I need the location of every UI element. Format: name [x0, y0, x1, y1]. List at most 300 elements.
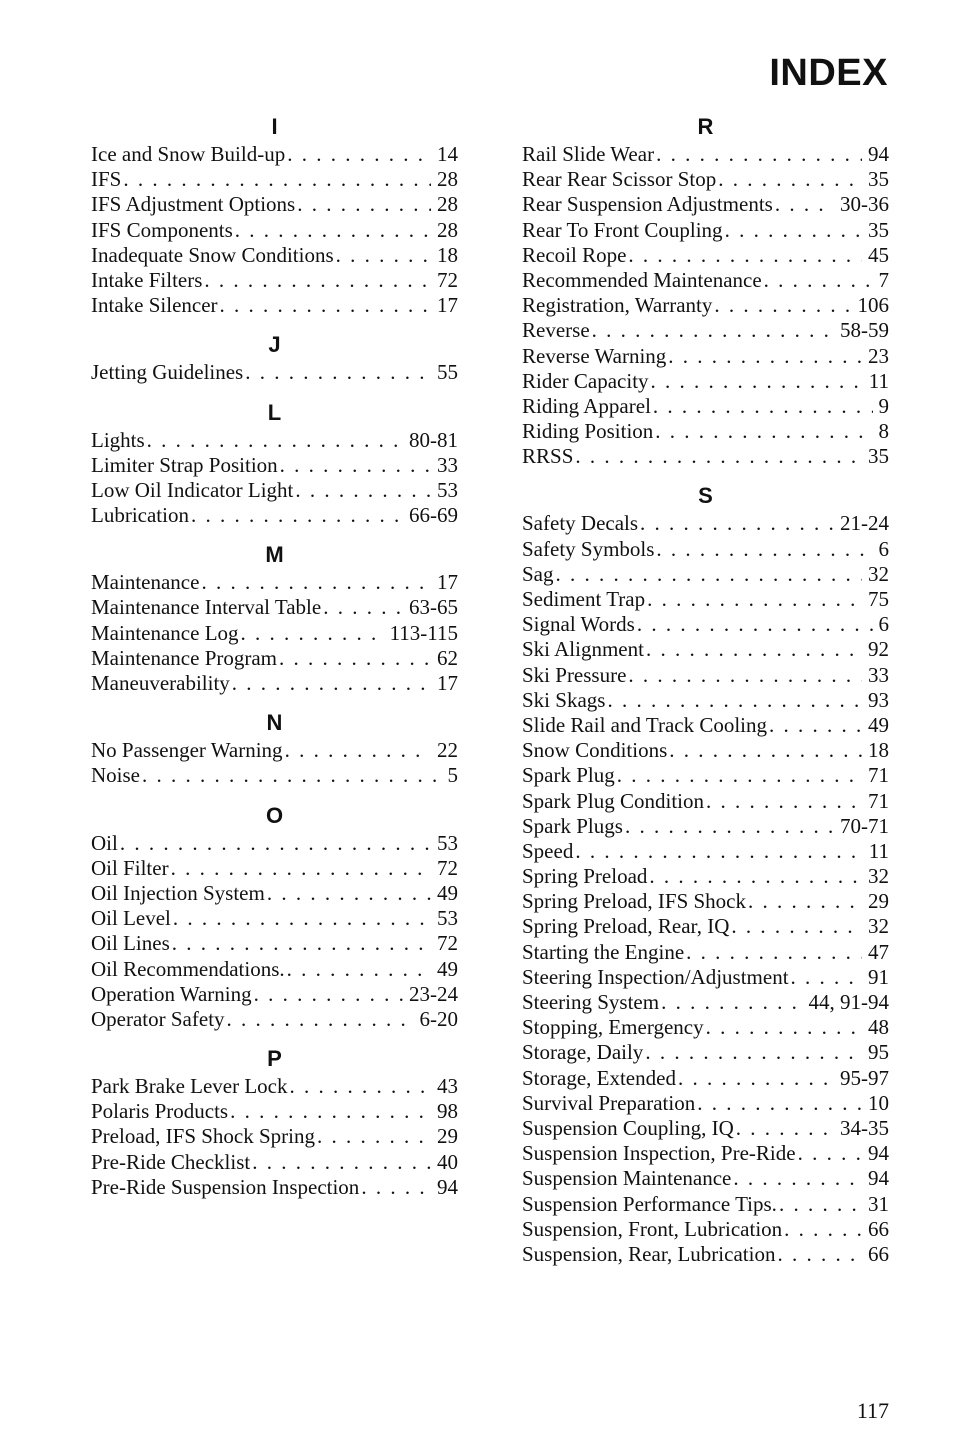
index-entry-page-ref: 18: [437, 242, 458, 267]
dot-leader: [714, 293, 851, 318]
index-entry-term: Suspension Performance Tips.: [522, 1191, 777, 1216]
index-entry-term: Suspension, Rear, Lubrication: [522, 1241, 776, 1266]
index-entry: [522, 394, 889, 419]
index-entry: [522, 1116, 889, 1141]
index-entry: [91, 831, 458, 856]
dot-leader: [254, 982, 403, 1007]
index-entry-term: Rear Rear Scissor Stop: [522, 167, 717, 192]
index-entry-term: Maintenance Interval Table: [91, 595, 322, 620]
section-letter-heading: P: [267, 1046, 282, 1072]
index-entry-term: Oil Level: [91, 906, 171, 931]
dot-leader: [617, 763, 862, 788]
index-entry-page-ref: 49: [437, 956, 458, 981]
index-entry-list: [91, 570, 458, 696]
index-entry-term: Ice and Snow Build-up: [91, 142, 286, 166]
index-entry-page-ref: 49: [868, 712, 889, 737]
index-entry-term: Snow Conditions: [522, 738, 668, 763]
index-entry-page-ref: 40: [437, 1149, 458, 1174]
index-entry-page-ref: 28: [437, 192, 458, 217]
index-entry-term: Slide Rail and Track Cooling: [522, 712, 768, 737]
index-entry-page-ref: 80-81: [409, 427, 458, 452]
index-entry: [522, 1015, 889, 1040]
index-entry-term: Pre-Ride Checklist: [91, 1149, 251, 1174]
index-entry-page-ref: 14: [437, 142, 458, 166]
index-entry-page-ref: 11: [868, 368, 889, 393]
dot-leader: [798, 1141, 862, 1166]
dot-leader: [285, 738, 431, 763]
index-entry: [522, 344, 889, 369]
dot-leader: [718, 167, 862, 192]
index-entry: [522, 293, 889, 318]
index-entry-term: Reverse Warning: [522, 343, 667, 368]
index-entry-page-ref: 18: [868, 738, 889, 763]
index-entry: [522, 218, 889, 243]
index-entry-term: Polaris Products: [91, 1099, 229, 1124]
index-entry-term: No Passenger Warning: [91, 738, 283, 763]
index-entry-page-ref: 44, 91-94: [808, 990, 889, 1014]
index-entry: [91, 1124, 458, 1149]
dot-leader: [297, 192, 431, 217]
index-entry: [522, 713, 889, 738]
dot-leader: [172, 931, 431, 956]
index-entry-page-ref: 94: [868, 1141, 889, 1166]
index-entry-term: Spark Plug: [522, 763, 615, 788]
section-letter-heading: N: [266, 710, 283, 736]
dot-leader: [653, 394, 873, 419]
index-entry-page-ref: 35: [868, 444, 889, 469]
index-entry: [91, 1175, 458, 1200]
index-entry: [91, 268, 458, 293]
dot-leader: [556, 562, 863, 587]
index-entry-term: Suspension, Front, Lubrication: [522, 1216, 783, 1241]
index-entry: [91, 957, 458, 982]
dot-leader: [656, 142, 862, 167]
index-entry: [522, 1217, 889, 1242]
index-entry-page-ref: 23-24: [409, 981, 458, 1006]
index-entry-term: Registration, Warranty: [522, 293, 713, 318]
dot-leader: [361, 1175, 431, 1200]
dot-leader: [628, 663, 862, 688]
index-entry-term: Rear Suspension Adjustments: [522, 192, 773, 217]
index-entry-term: Ski Alignment: [522, 637, 644, 662]
index-entry-term: Survival Preparation: [522, 1090, 696, 1115]
dot-leader: [120, 831, 431, 856]
dot-leader: [592, 318, 834, 343]
index-entry: [91, 167, 458, 192]
index-entry-term: Operator Safety: [91, 1006, 225, 1031]
index-entry-page-ref: 53: [437, 477, 458, 502]
index-entry: [91, 570, 458, 595]
index-entry-page-ref: 33: [437, 452, 458, 477]
index-entry-page-ref: 8: [878, 419, 889, 444]
index-entry: [522, 663, 889, 688]
index-entry: [522, 167, 889, 192]
index-entry: [522, 738, 889, 763]
index-entry-page-ref: 9: [878, 393, 889, 418]
index-entry-page-ref: 32: [868, 914, 889, 939]
dot-leader: [656, 537, 872, 562]
dot-leader: [232, 671, 431, 696]
index-entry: [91, 881, 458, 906]
index-entry-term: Sediment Trap: [522, 587, 646, 611]
dot-leader: [295, 478, 431, 503]
index-entry: [522, 511, 889, 536]
index-entry-page-ref: 34-35: [840, 1115, 889, 1140]
dot-leader: [142, 763, 442, 788]
index-entry: [522, 688, 889, 713]
index-entry-term: Spring Preload: [522, 864, 648, 889]
index-entry-page-ref: 95: [868, 1040, 889, 1065]
index-entry: [91, 1074, 458, 1099]
dot-leader: [628, 243, 862, 268]
index-entry-term: Signal Words: [522, 612, 635, 637]
index-entry-list: [522, 511, 889, 1267]
dot-leader: [575, 444, 862, 469]
index-entry-term: Operation Warning: [91, 981, 252, 1006]
index-entry: [91, 218, 458, 243]
dot-leader: [287, 957, 431, 982]
dot-leader: [290, 1074, 432, 1099]
index-entry-term: Maintenance: [91, 570, 200, 595]
dot-leader: [651, 369, 863, 394]
dot-leader: [649, 864, 862, 889]
dot-leader: [731, 914, 862, 939]
index-entry-term: Lubrication: [91, 503, 189, 528]
index-entry-list: [91, 142, 458, 318]
index-entry-page-ref: 17: [437, 671, 458, 695]
index-entry-page-ref: 94: [868, 1166, 889, 1191]
index-entry: [522, 243, 889, 268]
index-entry: [91, 142, 458, 167]
dot-leader: [661, 990, 802, 1015]
dot-leader: [669, 738, 862, 763]
index-entry: [91, 738, 458, 763]
index-entry: [91, 360, 458, 385]
dot-leader: [220, 293, 431, 318]
index-entry-page-ref: 63-65: [409, 595, 458, 620]
index-entry-page-ref: 48: [868, 1015, 889, 1040]
page-number: 117: [856, 1398, 889, 1423]
index-entry: [522, 537, 889, 562]
index-entry: [522, 763, 889, 788]
dot-leader: [173, 906, 431, 931]
index-entry-page-ref: 6: [878, 536, 889, 561]
index-entry-page-ref: 29: [868, 889, 889, 914]
index-entry: [522, 940, 889, 965]
dot-leader: [123, 167, 431, 192]
index-entry-page-ref: 72: [437, 267, 458, 292]
dot-leader: [706, 1015, 862, 1040]
index-entry-list: [91, 360, 458, 385]
dot-leader: [697, 1091, 862, 1116]
index-entry-term: Spring Preload, Rear, IQ: [522, 914, 730, 939]
section-letter-heading: R: [697, 114, 714, 139]
index-entry-term: Suspension Coupling, IQ: [522, 1115, 734, 1140]
index-entry: [522, 142, 889, 167]
index-entry-term: Riding Apparel: [522, 393, 651, 418]
index-entry-page-ref: 94: [868, 142, 889, 166]
index-entry: [91, 243, 458, 268]
index-entry-page-ref: 72: [437, 855, 458, 880]
index-entry-page-ref: 49: [437, 880, 458, 905]
index-entry: [91, 906, 458, 931]
index-entry: [91, 646, 458, 671]
index-entry: [522, 1066, 889, 1091]
dot-leader: [637, 612, 873, 637]
index-entry-page-ref: 58-59: [840, 318, 889, 343]
section-letter-heading: J: [268, 332, 281, 358]
section-letter-heading: M: [265, 542, 284, 568]
index-entry-term: Suspension Inspection, Pre-Ride: [522, 1141, 796, 1166]
index-entry-page-ref: 45: [868, 242, 889, 267]
index-entry: [522, 914, 889, 939]
index-entry-term: Maintenance Program: [91, 645, 278, 670]
index-entry-page-ref: 62: [437, 645, 458, 670]
index-entry-list: [91, 428, 458, 529]
index-entry: [522, 839, 889, 864]
index-entry: [91, 595, 458, 620]
index-entry: [91, 931, 458, 956]
dot-leader: [777, 1242, 862, 1267]
index-entry: [91, 982, 458, 1007]
dot-leader: [230, 1099, 431, 1124]
index-entry-page-ref: 91: [868, 964, 889, 989]
index-entry: [522, 268, 889, 293]
dot-leader: [736, 1116, 834, 1141]
index-entry-page-ref: 23: [868, 343, 889, 368]
index-entry-list: [91, 738, 458, 788]
dot-leader: [678, 1066, 834, 1091]
index-entry-term: Steering System: [522, 990, 660, 1014]
index-entry-term: Riding Position: [522, 419, 654, 444]
index-entry-term: Intake Silencer: [91, 293, 218, 318]
index-entry-page-ref: 32: [868, 864, 889, 889]
index-entry-page-ref: 93: [868, 687, 889, 712]
index-entry-page-ref: 31: [868, 1191, 889, 1216]
dot-leader: [791, 965, 862, 990]
index-entry-page-ref: 92: [868, 637, 889, 662]
index-entry: [91, 1150, 458, 1175]
index-entry-term: Oil: [91, 830, 118, 855]
index-entry: [91, 293, 458, 318]
index-entry-term: IFS: [91, 167, 122, 192]
index-entry-term: Preload, IFS Shock Spring: [91, 1124, 316, 1149]
index-entry: [522, 965, 889, 990]
dot-leader: [235, 218, 431, 243]
index-entry-page-ref: 21-24: [840, 511, 889, 536]
index-entry-term: Oil Filter: [91, 855, 169, 880]
index-entry-term: Recoil Rope: [522, 242, 627, 267]
index-entry: [91, 503, 458, 528]
dot-leader: [748, 889, 862, 914]
index-entry-term: IFS Components: [91, 217, 233, 242]
index-entry: [522, 1192, 889, 1217]
dot-leader: [191, 503, 403, 528]
section-letter-heading: S: [698, 483, 713, 509]
dot-leader: [336, 243, 431, 268]
dot-leader: [769, 713, 862, 738]
index-entry-term: Recommended Maintenance: [522, 267, 762, 292]
index-entry: [522, 587, 889, 612]
index-entry: [522, 192, 889, 217]
index-entry: [91, 763, 458, 788]
dot-leader: [280, 453, 431, 478]
index-entry-term: Intake Filters: [91, 267, 203, 292]
index-entry-term: Speed: [522, 838, 574, 863]
index-entry-term: Safety Symbols: [522, 536, 655, 561]
dot-leader: [655, 419, 872, 444]
index-entry-list: [91, 831, 458, 1033]
index-entry: [522, 889, 889, 914]
index-entry-term: Stopping, Emergency: [522, 1015, 704, 1040]
index-entry: [522, 789, 889, 814]
index-entry-page-ref: 28: [437, 167, 458, 192]
dot-leader: [764, 268, 873, 293]
index-entry-term: Low Oil Indicator Light: [91, 477, 294, 502]
index-entry-page-ref: 53: [437, 830, 458, 855]
index-entry-page-ref: 28: [437, 217, 458, 242]
index-entry: [91, 621, 458, 646]
dot-leader: [227, 1007, 414, 1032]
dot-leader: [201, 570, 431, 595]
dot-leader: [267, 881, 431, 906]
dot-leader: [147, 428, 403, 453]
index-entry-list: [91, 1074, 458, 1200]
index-entry-page-ref: 66: [868, 1216, 889, 1241]
dot-leader: [725, 218, 862, 243]
index-entry-page-ref: 70-71: [840, 813, 889, 838]
index-entry-page-ref: 5: [447, 763, 458, 788]
index-entry: [522, 1091, 889, 1116]
index-entry-page-ref: 17: [437, 293, 458, 318]
index-entry-page-ref: 66: [868, 1241, 889, 1266]
dot-leader: [784, 1217, 862, 1242]
index-entry: [522, 814, 889, 839]
dot-leader: [646, 637, 862, 662]
index-entry: [522, 1166, 889, 1191]
index-entry-term: Oil Recommendations.: [91, 956, 285, 981]
index-entry: [522, 612, 889, 637]
index-column-right: [522, 112, 889, 1279]
index-entry-page-ref: 53: [437, 906, 458, 931]
index-entry-term: Ski Pressure: [522, 662, 627, 687]
dot-leader: [607, 688, 862, 713]
dot-leader: [640, 511, 834, 536]
index-entry-page-ref: 22: [437, 738, 458, 763]
dot-leader: [575, 839, 862, 864]
index-entry-term: Jetting Guidelines: [91, 360, 244, 385]
index-entry-page-ref: 95-97: [840, 1065, 889, 1090]
index-entry-term: Lights: [91, 427, 145, 452]
index-entry-term: Sag: [522, 561, 554, 586]
index-entry-page-ref: 66-69: [409, 503, 458, 528]
index-entry-term: Limiter Strap Position: [91, 452, 278, 477]
index-entry-page-ref: 33: [868, 662, 889, 687]
index-entry: [91, 192, 458, 217]
index-entry: [91, 428, 458, 453]
dot-leader: [323, 595, 403, 620]
index-entry-page-ref: 71: [868, 763, 889, 788]
dot-leader: [645, 1040, 862, 1065]
dot-leader: [287, 142, 431, 167]
index-entry: [522, 419, 889, 444]
index-entry-term: Inadequate Snow Conditions: [91, 242, 334, 267]
dot-leader: [647, 587, 862, 612]
index-entry-page-ref: 6: [878, 612, 889, 637]
index-entry-term: Safety Decals: [522, 511, 639, 536]
index-entry-page-ref: 35: [868, 217, 889, 242]
dot-leader: [279, 646, 431, 671]
index-entry-page-ref: 113-115: [389, 620, 458, 645]
index-entry-page-ref: 29: [437, 1124, 458, 1149]
index-entry-term: Starting the Engine: [522, 939, 685, 964]
index-entry-term: Storage, Extended: [522, 1065, 676, 1090]
index-entry-list: [522, 142, 889, 469]
index-entry: [522, 1141, 889, 1166]
index-entry-page-ref: 106: [857, 293, 889, 318]
dot-leader: [317, 1124, 431, 1149]
dot-leader: [779, 1192, 862, 1217]
index-entry-page-ref: 32: [868, 561, 889, 586]
index-entry-term: Spark Plugs: [522, 813, 623, 838]
index-entry-term: Reverse: [522, 318, 590, 343]
index-entry-page-ref: 72: [437, 931, 458, 956]
index-entry-term: Spring Preload, IFS Shock: [522, 889, 747, 914]
index-entry-term: Rear To Front Coupling: [522, 217, 723, 242]
index-entry-term: RRSS: [522, 444, 574, 469]
index-entry-term: Steering Inspection/Adjustment: [522, 964, 789, 989]
index-entry: [522, 990, 889, 1015]
index-entry-page-ref: 7: [878, 267, 889, 292]
index-entry-term: IFS Adjustment Options: [91, 192, 296, 217]
dot-leader: [245, 360, 431, 385]
page-title: INDEX: [769, 52, 888, 94]
index-entry-page-ref: 47: [868, 939, 889, 964]
index-entry: [91, 671, 458, 696]
index-entry: [91, 478, 458, 503]
index-entry-page-ref: 30-36: [840, 192, 889, 217]
index-entry: [522, 318, 889, 343]
index-entry-term: Oil Lines: [91, 931, 170, 956]
index-entry: [522, 369, 889, 394]
dot-leader: [686, 940, 862, 965]
index-entry: [91, 856, 458, 881]
index-entry-page-ref: 6-20: [419, 1006, 458, 1031]
section-letter-heading: O: [265, 802, 284, 828]
index-entry-term: Park Brake Lever Lock: [91, 1074, 288, 1099]
dot-leader: [668, 344, 862, 369]
index-entry-page-ref: 71: [868, 788, 889, 813]
index-entry: [522, 1040, 889, 1065]
index-entry-term: Maintenance Log: [91, 620, 239, 645]
index-entry-page-ref: 17: [437, 570, 458, 595]
dot-leader: [241, 621, 384, 646]
index-entry: [522, 637, 889, 662]
dot-leader: [775, 192, 834, 217]
dot-leader: [625, 814, 834, 839]
dot-leader: [252, 1150, 431, 1175]
index-entry-page-ref: 94: [437, 1174, 458, 1199]
index-entry-page-ref: 10: [868, 1090, 889, 1115]
index-entry-term: Ski Skags: [522, 687, 606, 712]
index-entry-page-ref: 55: [437, 360, 458, 385]
dot-leader: [706, 789, 862, 814]
index-entry-term: Rail Slide Wear: [522, 142, 655, 166]
section-letter-heading: I: [271, 114, 278, 139]
dot-leader: [171, 856, 431, 881]
index-entry-term: Suspension Maintenance: [522, 1166, 732, 1191]
index-entry-page-ref: 43: [437, 1074, 458, 1099]
